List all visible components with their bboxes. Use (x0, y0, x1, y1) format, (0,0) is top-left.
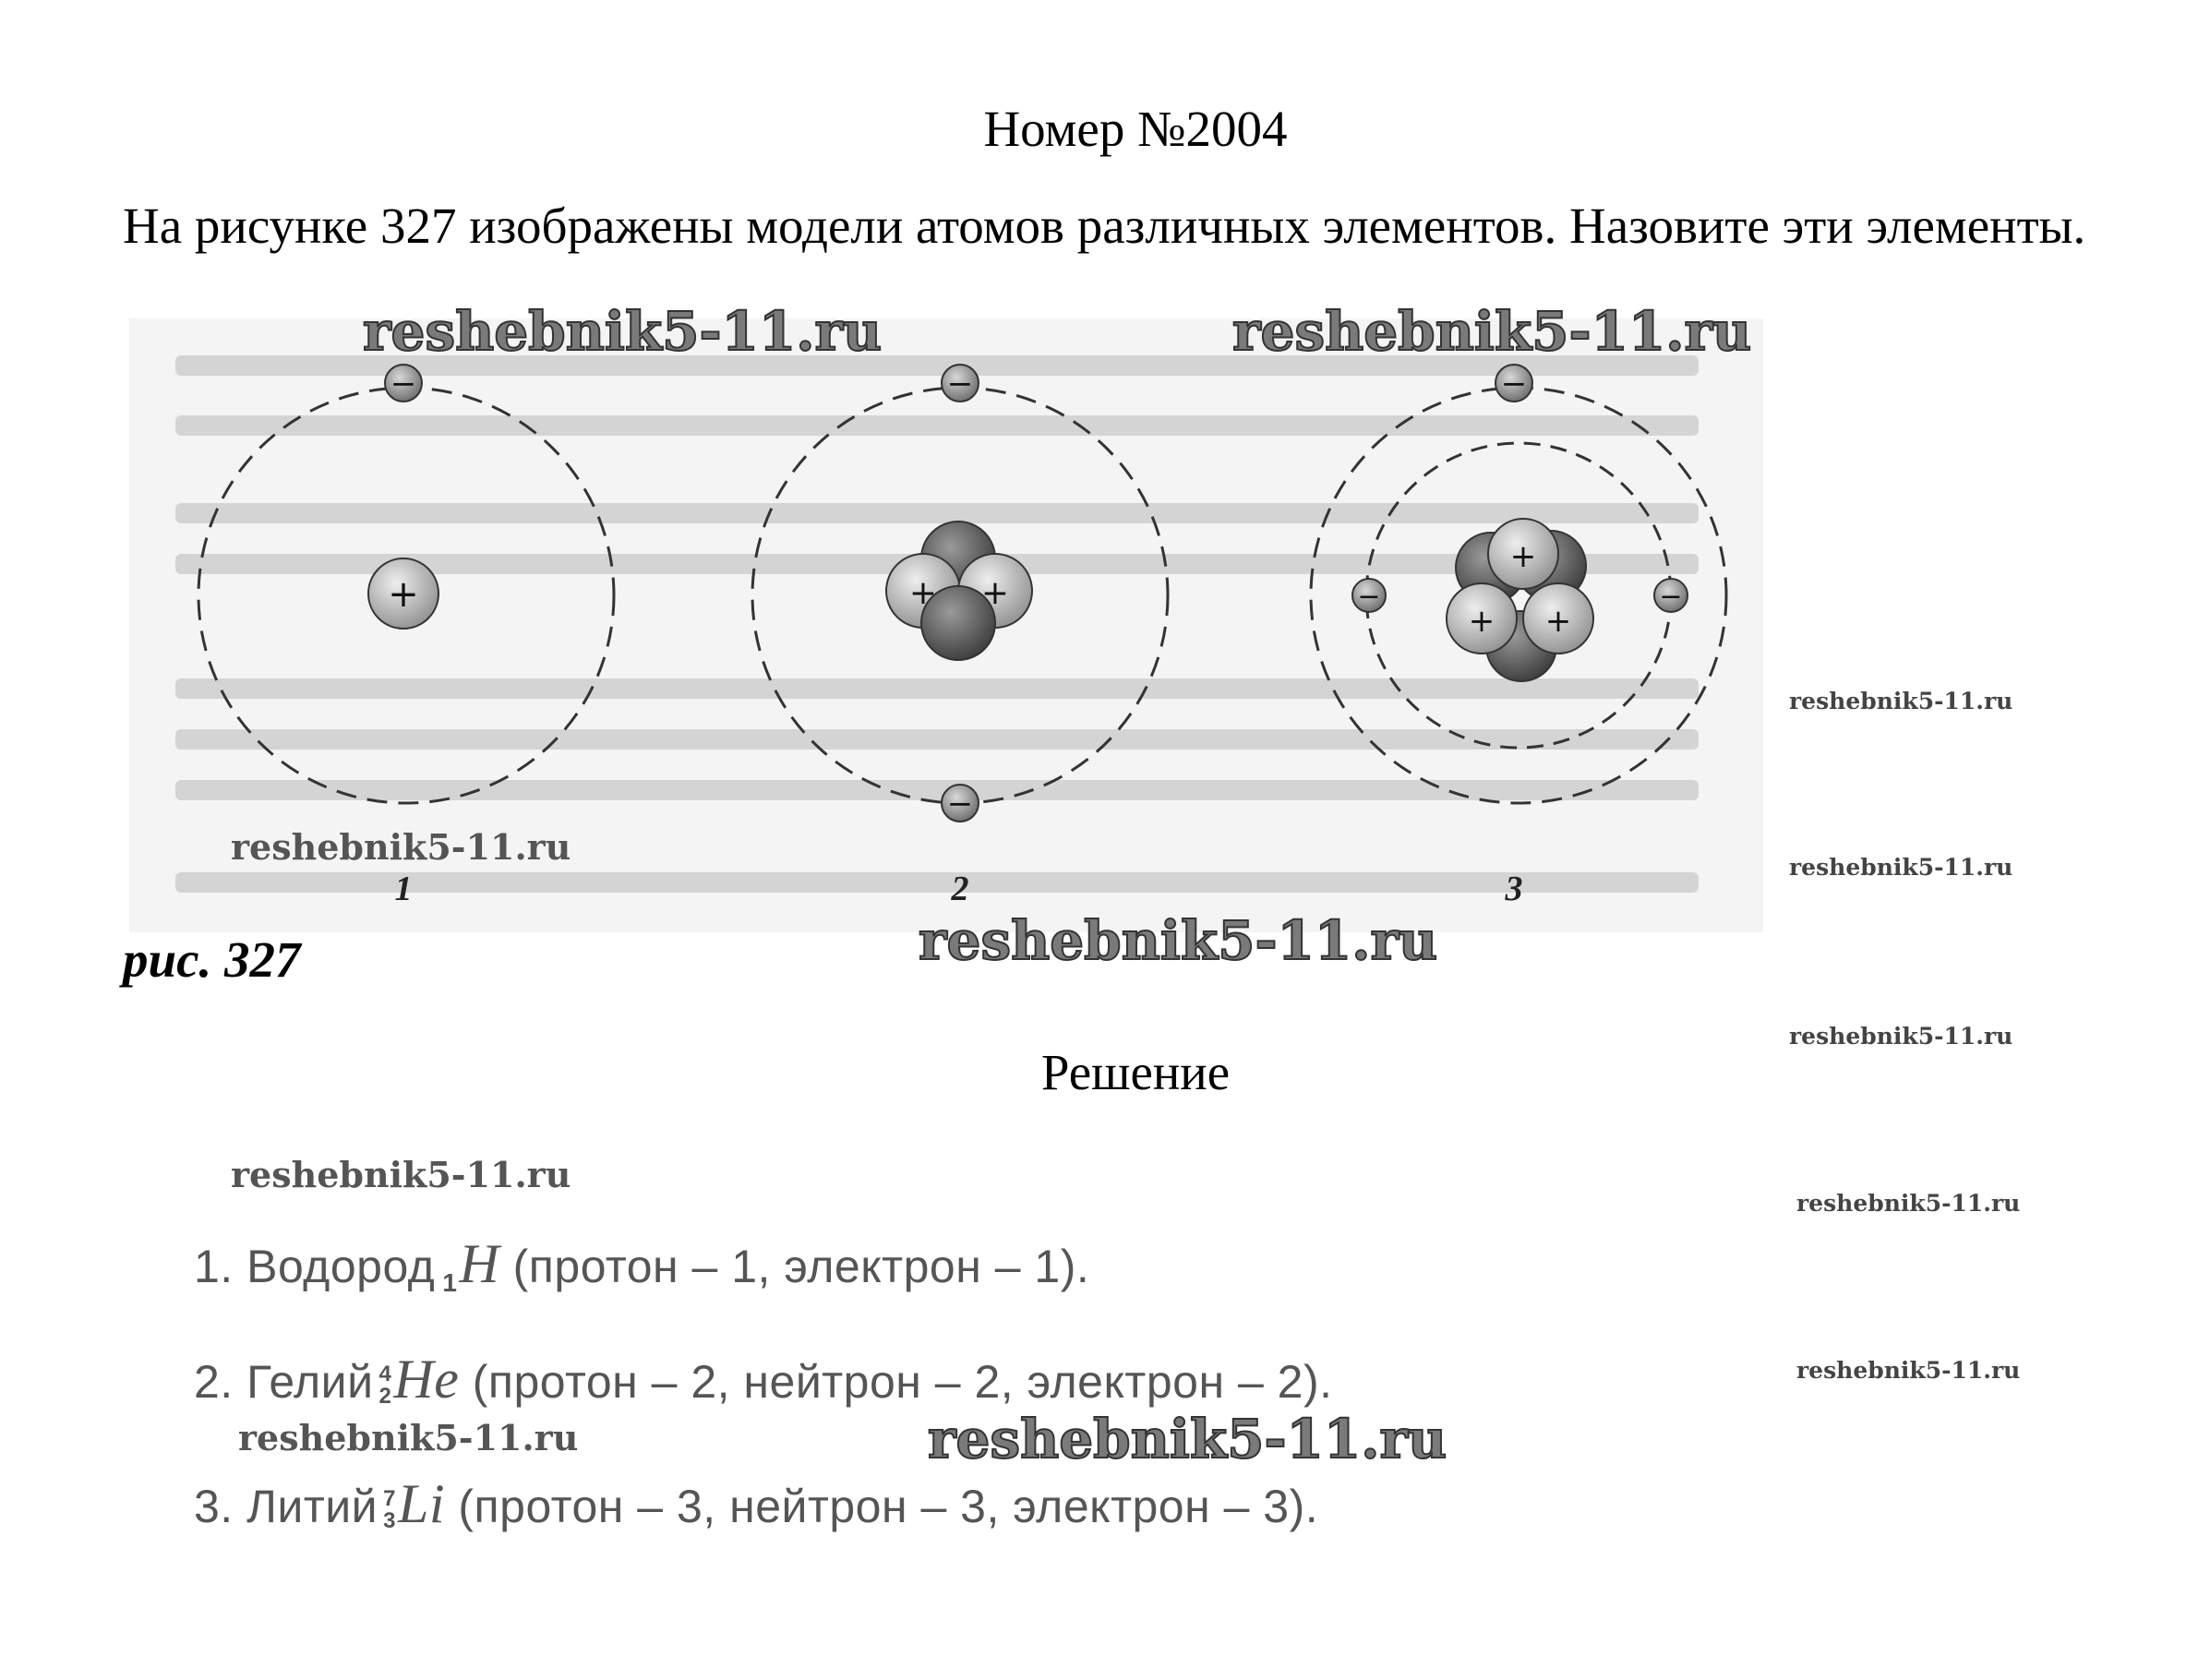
figure-caption: рис. 327 (123, 931, 301, 988)
electron (1495, 365, 1532, 402)
mass-number: 4 (378, 1361, 392, 1386)
answer-line-2 (194, 1348, 1333, 1411)
answer-line-3 (194, 1472, 1318, 1536)
element-symbol: H (459, 1233, 500, 1294)
question-text: На рисунке 327 изображены модели атомов различных элементов. Назовите эти элементы. (123, 198, 2086, 254)
atomic-number: 1 (442, 1268, 458, 1297)
svg-text:−: − (1357, 581, 1381, 613)
electron (942, 365, 979, 402)
answer-line-1 (194, 1232, 1089, 1298)
svg-text:+: + (980, 574, 1010, 612)
isotope-numbers (379, 1363, 392, 1408)
atom-label-2: 2 (951, 870, 969, 908)
watermark: reshebnik5-11.ru (1796, 1357, 2021, 1384)
atom-label-1: 1 (394, 870, 413, 908)
watermark: reshebnik5-11.ru (1789, 854, 2013, 881)
svg-text:−: − (390, 366, 417, 402)
watermark: reshebnik5-11.ru (928, 1408, 1447, 1470)
svg-text:−: − (1659, 581, 1683, 613)
atom-label-3: 3 (1505, 870, 1523, 908)
watermark: reshebnik5-11.ru (231, 1154, 571, 1195)
answer-detail: (протон – 1, электрон – 1). (512, 1241, 1090, 1292)
electron (385, 365, 422, 402)
atomic-number: 2 (378, 1383, 392, 1409)
watermark: reshebnik5-11.ru (1789, 1023, 2013, 1050)
svg-text:+: + (908, 574, 938, 612)
watermark: reshebnik5-11.ru (1789, 688, 2013, 714)
watermark: reshebnik5-11.ru (231, 826, 571, 868)
watermark: reshebnik5-11.ru (919, 909, 1438, 972)
svg-text:−: − (946, 366, 974, 402)
isotope-numbers (383, 1485, 396, 1533)
svg-text:−: − (1500, 366, 1528, 402)
page-title: Номер №2004 (983, 101, 1288, 157)
svg-text:+: + (388, 573, 419, 616)
svg-text:−: − (946, 786, 974, 822)
solution-heading: Решение (1040, 1044, 1231, 1100)
answer-prefix: 3. Литий (194, 1481, 378, 1532)
electron (942, 785, 979, 822)
svg-text:+: + (1468, 603, 1495, 640)
element-symbol: He (393, 1349, 460, 1410)
answer-prefix: 2. Гелий (194, 1356, 374, 1408)
svg-text:+: + (1509, 538, 1537, 575)
answer-detail: (протон – 2, нейтрон – 2, электрон – 2). (472, 1356, 1333, 1408)
atomic-number: 3 (383, 1507, 396, 1533)
answer-detail: (протон – 3, нейтрон – 3, электрон – 3). (458, 1481, 1319, 1532)
answer-prefix: 1. Водород (194, 1241, 436, 1292)
watermark: reshebnik5-11.ru (363, 300, 883, 363)
electron (1352, 579, 1386, 613)
element-symbol: Li (397, 1473, 445, 1534)
watermark: reshebnik5-11.ru (1232, 300, 1752, 363)
watermark: reshebnik5-11.ru (238, 1417, 579, 1458)
watermark: reshebnik5-11.ru (1796, 1190, 2021, 1217)
svg-text:+: + (1544, 603, 1572, 640)
mass-number: 7 (383, 1485, 396, 1511)
proton (368, 558, 438, 629)
electron (1654, 579, 1688, 613)
